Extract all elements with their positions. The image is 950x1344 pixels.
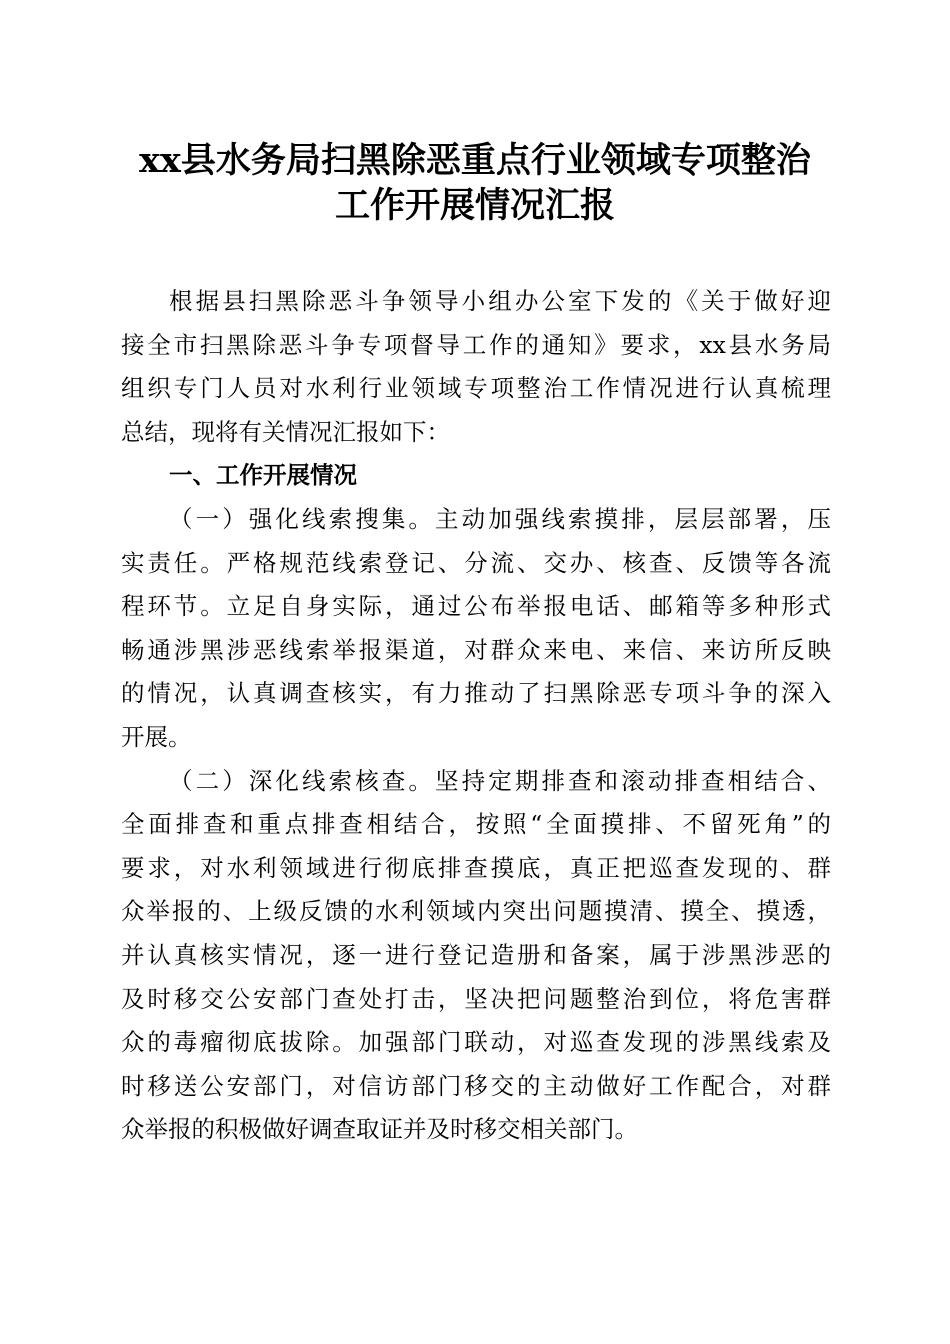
text-line: 全面排查和重点排查相结合，按照“全面摸排、不留死角”的 <box>121 810 831 839</box>
text-line: 并认真核实情况，逐一进行登记造册和备案，属于涉黑涉恶的 <box>121 940 831 969</box>
paragraph <box>121 280 831 454</box>
text-line: 畅通涉黑涉恶线索举报渠道，对群众来电、来信、来访所反映 <box>121 635 831 664</box>
text-line: 实责任。严格规范线索登记、分流、交办、核查、反馈等各流 <box>121 548 831 577</box>
text-line: 要求，对水利领域进行彻底排查摸底，真正把巡查发现的、群 <box>121 853 831 882</box>
text-line: 众举报的、上级反馈的水利领域内突出问题摸清、摸全、摸透， <box>121 897 831 926</box>
text-line: 根据县扫黑除恶斗争领导小组办公室下发的《关于做好迎 <box>169 287 831 315</box>
paragraph <box>121 760 831 1152</box>
text-line: 总结，现将有关情况汇报如下： <box>121 417 450 446</box>
text-line: 众举报的积极做好调查取证并及时移交相关部门。 <box>121 1115 638 1144</box>
document-title-line-1: xx县水务局扫黑除恶重点行业领域专项整治 <box>139 140 811 181</box>
document-body <box>121 280 831 1152</box>
text-line: 一、工作开展情况 <box>169 461 357 490</box>
text-line: 程环节。立足自身实际，通过公布举报电话、邮箱等多种形式 <box>121 592 831 621</box>
section-heading <box>121 454 831 498</box>
text-line: 接全市扫黑除恶斗争专项督导工作的通知》要求，xx县水务局 <box>121 330 831 359</box>
paragraph <box>121 498 831 760</box>
text-line: 的情况，认真调查核实，有力推动了扫黑除恶专项斗争的深入 <box>121 679 831 708</box>
text-line: （一）强化线索搜集。主动加强线索摸排，层层部署，压 <box>169 504 831 533</box>
text-line: 及时移交公安部门查处打击，坚决把问题整治到位，将危害群 <box>121 984 831 1013</box>
document-title-line-2: 工作开展情况汇报 <box>334 185 615 226</box>
text-line: 众的毒瘤彻底拔除。加强部门联动，对巡查发现的涉黑线索及 <box>121 1028 831 1057</box>
text-line: 时移送公安部门，对信访部门移交的主动做好工作配合，对群 <box>121 1071 831 1100</box>
text-line: 开展。 <box>121 722 192 751</box>
text-line: （二）深化线索核查。坚持定期排查和滚动排查相结合、 <box>169 766 831 795</box>
text-line: 组织专门人员对水利行业领域专项整治工作情况进行认真梳理 <box>121 374 831 403</box>
